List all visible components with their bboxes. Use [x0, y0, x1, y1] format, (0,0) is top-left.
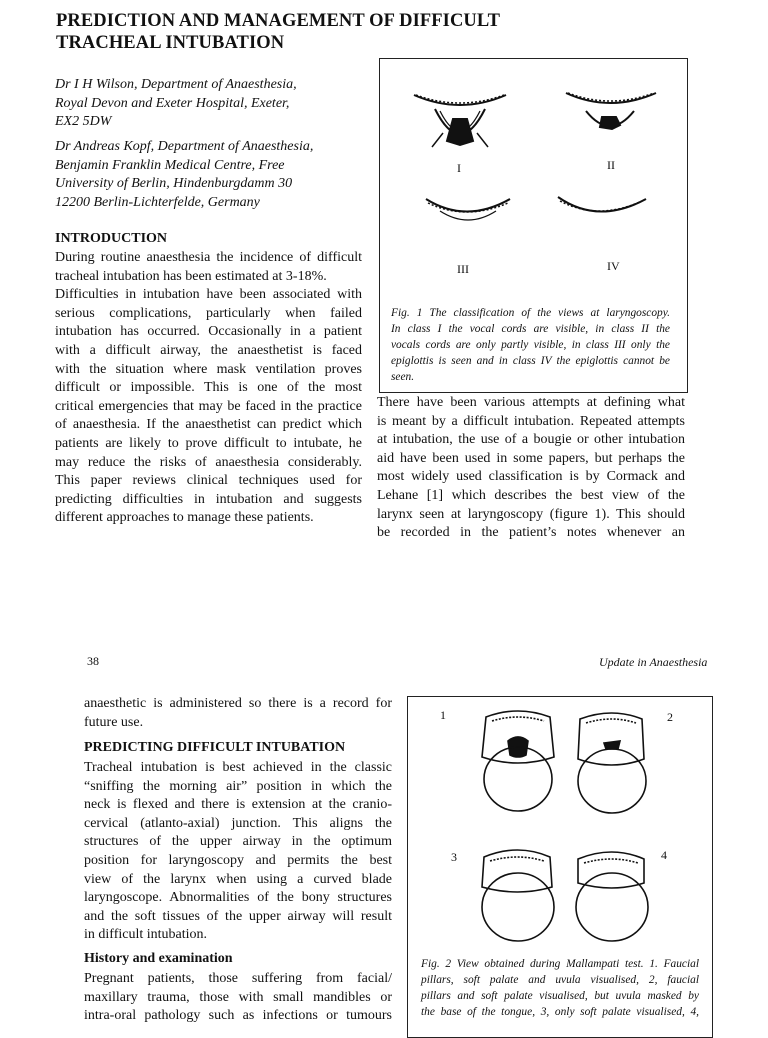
fig2-label-4: 4: [661, 848, 667, 862]
figure-2-mallampati: [407, 696, 713, 1038]
cormack-lehane-body: There have been various attempts at defining what is meant by a difficult intubation. Repeated attempts at intubation, the use of a bougie or other intubation aid have been used in some papers, but perhaps the most widely used classification is by Cormack and Lehane [1] which describes the best view of the larynx seen at laryngoscopy (figure 1). This should be recorded in the patient’s notes whenever an: [377, 395, 685, 541]
predicting-heading: PREDICTING DIFFICULT INTUBATION: [84, 740, 346, 755]
introduction-heading: INTRODUCTION: [55, 231, 168, 246]
page-number: 38: [87, 654, 99, 668]
author-2-affiliation: Dr Andreas Kopf, Department of Anaesthesia, Benjamin Franklin Medical Centre, Free University of Berlin, Hindenburgdamm 30 12200 Berlin-Lichterfelde, Germany: [55, 139, 314, 210]
continuation-text: anaesthetic is administered so there is a record for future use.: [84, 696, 392, 730]
journal-name: Update in Anaesthesia: [599, 655, 708, 669]
mallampati-illustrations: [408, 697, 712, 947]
history-body: Pregnant patients, those suffering from facial/ maxillary trauma, those with small mandibles or intra-oral pathology such as infections or tumours: [84, 971, 392, 1024]
history-heading: History and examination: [84, 951, 233, 966]
class-3-view: [426, 199, 510, 220]
fig1-label-iii: III: [457, 262, 469, 276]
fig2-label-2: 2: [667, 710, 673, 724]
introduction-body: During routine anaesthesia the incidence of difficult tracheal intubation has been estimated at 3-18%. Difficulties in intubation have been associated with serious complications, particularly when failed intubation has occurred. Occasionally in a patient with a difficult airway, the anaesthetist is faced with the situation where mask ventilation proves difficult or impossible. This is one of the most critical emergencies that may be faced in the practice of anaesthesia. If the anaesthetist can predict which patients are likely to prove difficult to intubate, he may reduce the risks of anaesthesia considerably. This paper reviews clinical techniques used for predicting difficulties in intubation and suggests different approaches to manage these patients.: [55, 250, 362, 526]
laryngoscopy-illustrations: [380, 59, 687, 299]
article-title: PREDICTION AND MANAGEMENT OF DIFFICULT TRACHEAL INTUBATION: [56, 11, 501, 53]
class-2-view: [566, 93, 656, 129]
class-1-view: [414, 95, 506, 147]
predicting-body: Tracheal intubation is best achieved in the classic “sniffing the morning air” position in which the neck is flexed and there is extension at the cranio- cervical (atlanto-axial) junction. This aligns the structures of the upper airway in the optimum position for laryngoscopy and permits the best view of the larynx when using a curved blade laryngoscope. Abnormalities of the bony structures and the soft tissues of the upper airway will result in difficult intubation.: [84, 760, 392, 943]
author-1-affiliation: Dr I H Wilson, Department of Anaesthesia, Royal Devon and Exeter Hospital, Exeter, EX2 5DW: [55, 77, 297, 130]
mallampati-view-1: [482, 711, 554, 811]
fig1-label-iv: IV: [607, 259, 620, 273]
figure-1-laryngoscopy-views: [379, 58, 688, 393]
fig2-label-3: 3: [451, 850, 457, 864]
mallampati-view-3: [482, 850, 554, 941]
figure-2-caption: Fig. 2 View obtained during Mallampati test. 1. Faucial pillars, soft palate and uvula visualised, 2, faucial pillars and soft palate visualised, but uvula masked by the base of the tongue, 3, only soft palate visualised, 4,: [421, 958, 699, 1018]
mallampati-view-2: [578, 713, 646, 813]
mallampati-view-4: [576, 852, 648, 941]
figure-1-caption: Fig. 1 The classification of the views at laryngoscopy. In class I the vocal cords are visible, in class II the vocals cords are only partly visible, in class III only the epiglottis is seen and in class IV the epiglottis cannot be seen.: [391, 307, 670, 383]
class-4-view: [558, 197, 646, 212]
fig1-label-ii: II: [607, 158, 615, 172]
fig1-label-i: I: [457, 161, 461, 175]
fig2-label-1: 1: [440, 708, 446, 722]
